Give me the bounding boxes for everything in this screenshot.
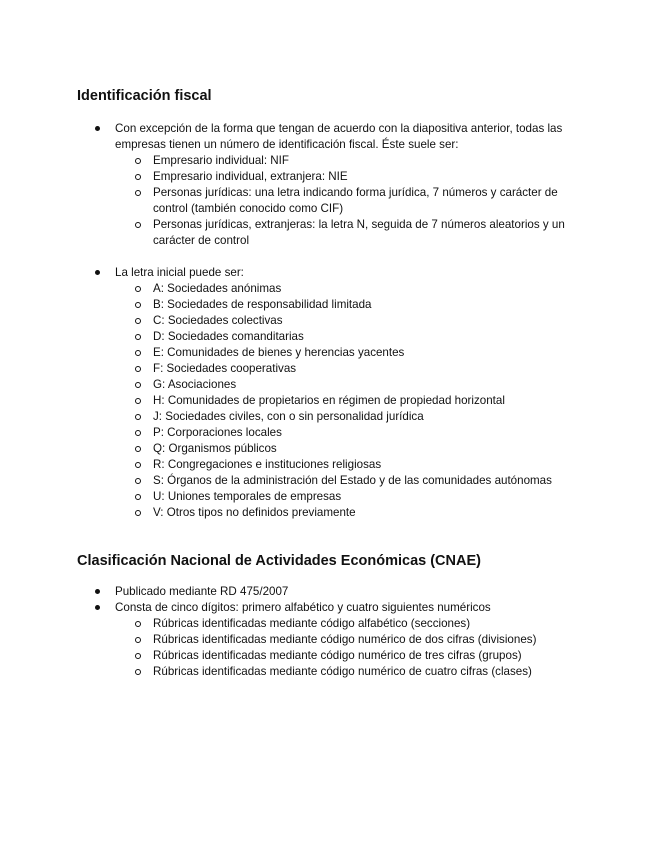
sub-list-item: Rúbricas identificadas mediante código numérico de dos cifras (divisiones) bbox=[77, 632, 577, 648]
hollow-bullet-icon bbox=[135, 494, 141, 500]
hollow-bullet-icon bbox=[135, 621, 141, 627]
section-title: Clasificación Nacional de Actividades Económicas (CNAE) bbox=[77, 553, 481, 569]
hollow-bullet-icon bbox=[135, 158, 141, 164]
hollow-bullet-icon bbox=[135, 653, 141, 659]
sub-list-item: D: Sociedades comanditarias bbox=[77, 329, 577, 345]
hollow-bullet-icon bbox=[135, 430, 141, 436]
sub-list-item: J: Sociedades civiles, con o sin personalidad jurídica bbox=[77, 409, 577, 425]
sub-list-item: U: Uniones temporales de empresas bbox=[77, 489, 577, 505]
section-identificacion-fiscal bbox=[77, 87, 577, 521]
sub-list-item: Rúbricas identificadas mediante código alfabético (secciones) bbox=[77, 616, 577, 632]
hollow-bullet-icon bbox=[135, 414, 141, 420]
section-cnae bbox=[77, 552, 577, 680]
list-item bbox=[77, 584, 577, 600]
filled-bullet-icon bbox=[95, 605, 100, 610]
sub-list-item: C: Sociedades colectivas bbox=[77, 313, 577, 329]
hollow-bullet-icon bbox=[135, 510, 141, 516]
section-title: Identificación fiscal bbox=[77, 88, 212, 104]
hollow-bullet-icon bbox=[135, 398, 141, 404]
bullet-list bbox=[77, 584, 577, 680]
sub-list-item: G: Asociaciones bbox=[77, 377, 577, 393]
list-item bbox=[77, 600, 577, 680]
list-item-text: Con excepción de la forma que tengan de acuerdo con la diapositiva anterior, todas las empresas tienen un número de identificación fiscal. Éste suele ser: bbox=[115, 122, 563, 151]
hollow-bullet-icon bbox=[135, 190, 141, 196]
bullet-list bbox=[77, 265, 577, 521]
sub-bullet-list bbox=[115, 281, 577, 521]
hollow-bullet-icon bbox=[135, 637, 141, 643]
sub-list-item: E: Comunidades de bienes y herencias yacentes bbox=[77, 345, 577, 361]
hollow-bullet-icon bbox=[135, 350, 141, 356]
sub-list-item: P: Corporaciones locales bbox=[77, 425, 577, 441]
sub-list-item: A: Sociedades anónimas bbox=[77, 281, 577, 297]
hollow-bullet-icon bbox=[135, 174, 141, 180]
hollow-bullet-icon bbox=[135, 382, 141, 388]
hollow-bullet-icon bbox=[135, 222, 141, 228]
sub-list-item: V: Otros tipos no definidos previamente bbox=[77, 505, 577, 521]
sub-list-item: Empresario individual, extranjera: NIE bbox=[77, 169, 577, 185]
sub-list-item: Rúbricas identificadas mediante código numérico de cuatro cifras (clases) bbox=[77, 664, 577, 680]
hollow-bullet-icon bbox=[135, 334, 141, 340]
hollow-bullet-icon bbox=[135, 478, 141, 484]
list-item-text: Publicado mediante RD 475/2007 bbox=[115, 585, 289, 598]
list-item-text: La letra inicial puede ser: bbox=[115, 266, 244, 279]
sub-list-item: Q: Organismos públicos bbox=[77, 441, 577, 457]
sub-list-item: Personas jurídicas: una letra indicando forma jurídica, 7 números y carácter de control (también conocido como CIF) bbox=[77, 185, 577, 217]
list-item-text: Consta de cinco dígitos: primero alfabético y cuatro siguientes numéricos bbox=[115, 601, 491, 614]
sub-bullet-list bbox=[115, 616, 577, 680]
list-item bbox=[77, 121, 577, 249]
hollow-bullet-icon bbox=[135, 302, 141, 308]
list-item bbox=[77, 265, 577, 521]
filled-bullet-icon bbox=[95, 270, 100, 275]
bullet-list bbox=[77, 121, 577, 249]
sub-list-item: B: Sociedades de responsabilidad limitada bbox=[77, 297, 577, 313]
sub-bullet-list bbox=[115, 153, 577, 249]
hollow-bullet-icon bbox=[135, 366, 141, 372]
filled-bullet-icon bbox=[95, 126, 100, 131]
sub-list-item: H: Comunidades de propietarios en régimen de propiedad horizontal bbox=[77, 393, 577, 409]
hollow-bullet-icon bbox=[135, 669, 141, 675]
hollow-bullet-icon bbox=[135, 462, 141, 468]
sub-list-item: R: Congregaciones e instituciones religiosas bbox=[77, 457, 577, 473]
filled-bullet-icon bbox=[95, 589, 100, 594]
hollow-bullet-icon bbox=[135, 446, 141, 452]
sub-list-item: Personas jurídicas, extranjeras: la letra N, seguida de 7 números aleatorios y un carácter de control bbox=[77, 217, 577, 249]
sub-list-item: F: Sociedades cooperativas bbox=[77, 361, 577, 377]
hollow-bullet-icon bbox=[135, 286, 141, 292]
hollow-bullet-icon bbox=[135, 318, 141, 324]
sub-list-item: Rúbricas identificadas mediante código numérico de tres cifras (grupos) bbox=[77, 648, 577, 664]
sub-list-item: S: Órganos de la administración del Estado y de las comunidades autónomas bbox=[77, 473, 577, 489]
sub-list-item: Empresario individual: NIF bbox=[77, 153, 577, 169]
